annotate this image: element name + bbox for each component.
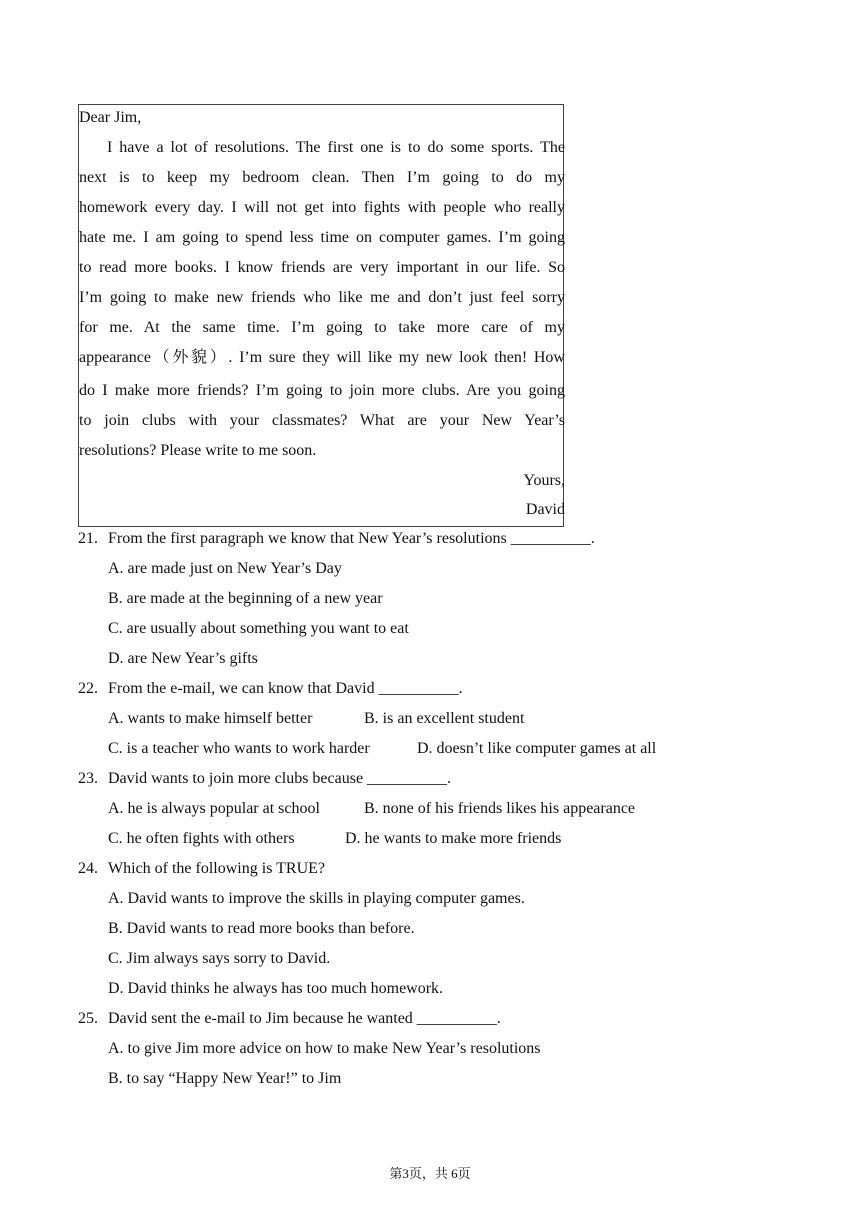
letter-line: to read more books. I know friends are very important in our life. So: [79, 259, 565, 276]
question-21: [78, 530, 595, 548]
option-23d: D. he wants to make more friends: [345, 830, 562, 847]
option-24c: C. Jim always says sorry to David.: [108, 950, 331, 967]
letter-line: appearance（外貌）. I’m sure they will like my new look then! How: [79, 349, 565, 366]
letter-line: to join clubs with your classmates? What are your New Year’s: [79, 412, 565, 429]
option-22a: A. wants to make himself better: [108, 710, 313, 727]
question-number: 22.: [78, 680, 98, 697]
question-text: Which of the following is TRUE?: [108, 860, 325, 877]
question-number: 23.: [78, 770, 98, 787]
option-21a: A. are made just on New Year’s Day: [108, 560, 342, 577]
question-text: From the first paragraph we know that New Year’s resolutions __________.: [108, 530, 595, 547]
option-22b: B. is an excellent student: [364, 710, 525, 727]
question-text: David wants to join more clubs because __________.: [108, 770, 452, 787]
letter-line: hate me. I am going to spend less time on computer games. I’m going: [79, 229, 565, 246]
letter-greeting: Dear Jim,: [79, 109, 142, 126]
option-24b: B. David wants to read more books than before.: [108, 920, 415, 937]
question-23: [78, 770, 451, 788]
option-22c: C. is a teacher who wants to work harder: [108, 740, 370, 757]
question-25: [78, 1010, 501, 1028]
letter-line: next is to keep my bedroom clean. Then I’m going to do my: [79, 169, 565, 186]
question-24: [78, 860, 325, 878]
letter-box: [78, 104, 564, 527]
option-23c: C. he often fights with others: [108, 830, 295, 847]
letter-line: I’m going to make new friends who like me and don’t just feel sorry: [79, 289, 565, 306]
question-text: From the e-mail, we can know that David __________.: [108, 680, 463, 697]
letter-last-line: resolutions? Please write to me soon.: [79, 442, 317, 459]
letter-line: for me. At the same time. I’m going to take more care of my: [79, 319, 565, 336]
question-22: [78, 680, 463, 698]
option-25a: A. to give Jim more advice on how to make New Year’s resolutions: [108, 1040, 541, 1057]
option-25b: B. to say “Happy New Year!” to Jim: [108, 1070, 342, 1087]
option-22d: D. doesn’t like computer games at all: [417, 740, 657, 757]
page-footer: 第3页，共 6页: [389, 1166, 471, 1181]
option-21d: D. are New Year’s gifts: [108, 650, 258, 667]
option-23a: A. he is always popular at school: [108, 800, 320, 817]
letter-line: homework every day. I will not get into fights with people who really: [79, 199, 565, 216]
letter-line: I have a lot of resolutions. The first one is to do some sports. The: [79, 139, 565, 156]
option-24a: A. David wants to improve the skills in playing computer games.: [108, 890, 525, 907]
question-number: 21.: [78, 530, 98, 547]
letter-line: do I make more friends? I’m going to join more clubs. Are you going: [79, 382, 565, 399]
option-24d: D. David thinks he always has too much homework.: [108, 980, 444, 997]
option-21c: C. are usually about something you want to eat: [108, 620, 409, 637]
question-number: 25.: [78, 1010, 98, 1027]
letter-signature: David: [525, 501, 565, 518]
option-21b: B. are made at the beginning of a new year: [108, 590, 383, 607]
question-text: David sent the e-mail to Jim because he wanted __________.: [108, 1010, 501, 1027]
option-23b: B. none of his friends likes his appearance: [364, 800, 636, 817]
letter-closing: Yours,: [523, 472, 565, 489]
question-number: 24.: [78, 860, 98, 877]
